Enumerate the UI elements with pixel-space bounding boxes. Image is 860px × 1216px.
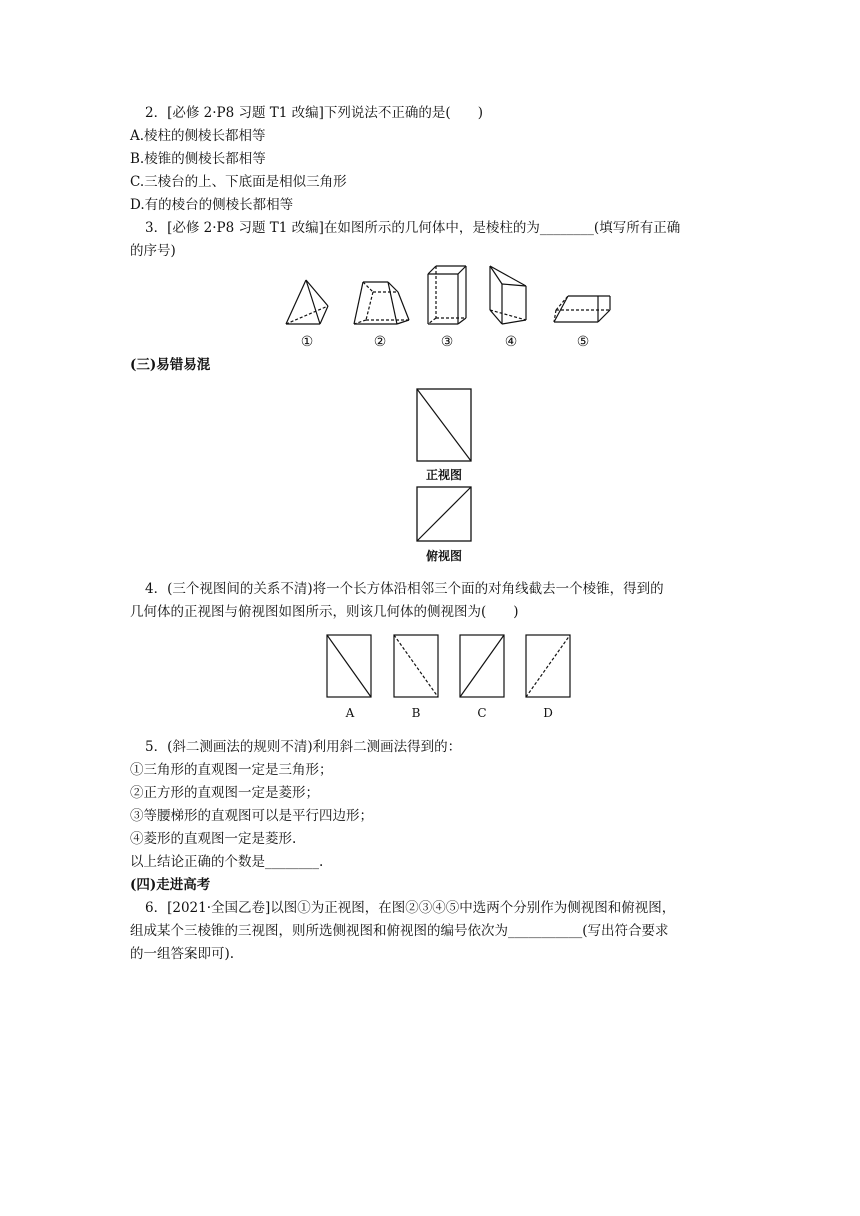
front-view-label: 正视图 (425, 468, 462, 482)
top-view-figure (416, 486, 474, 544)
solid-5-oblique-prism (554, 296, 610, 322)
q3-solids-figure (280, 260, 620, 332)
solid-4-tri-prism (490, 266, 526, 324)
option-c-view (460, 635, 504, 697)
section4-title: (四)走进高考 (130, 877, 211, 893)
solid-label-5: ⑤ (576, 334, 590, 350)
q6-line1: 6．[2021·全国乙卷]以图①为正视图，在图②③④⑤中选两个分别作为侧视图和俯视图， (145, 900, 676, 916)
solid-label-4: ④ (504, 334, 518, 350)
option-c-label: C (477, 706, 487, 720)
q5-item-2: ②正方形的直观图一定是菱形； (130, 785, 319, 801)
q2-option-c: C.三棱台的上、下底面是相似三角形 (130, 174, 347, 190)
q3-stem-line1: 3．[必修 2·P8 习题 T1 改编]在如图所示的几何体中，是棱柱的为________(填写所有正确 (145, 220, 681, 236)
q2-option-b: B.棱锥的侧棱长都相等 (130, 151, 266, 167)
q2-option-a: A.棱柱的侧棱长都相等 (130, 128, 266, 144)
option-a-view (327, 635, 371, 697)
q5-item-1: ①三角形的直观图一定是三角形； (130, 762, 333, 778)
q6-line3: 的一组答案即可). (130, 946, 235, 962)
q2-stem: 2．[必修 2·P8 习题 T1 改编]下列说法不正确的是( ) (145, 105, 483, 121)
q5-item-4: ④菱形的直观图一定是菱形. (130, 831, 297, 847)
solid-1-pyramid (286, 280, 328, 324)
q5-stem: 5．(斜二测画法的规则不清)利用斜二测画法得到的： (145, 739, 462, 755)
q6-line2: 组成某个三棱锥的三视图，则所选侧视图和俯视图的编号依次为___________(写出符合要求 (130, 923, 669, 939)
option-d-label: D (543, 706, 553, 720)
solid-label-2: ② (373, 334, 387, 350)
q4-stem-line1: 4．(三个视图间的关系不清)将一个长方体沿相邻三个面的对角线截去一个棱锥，得到的 (145, 581, 664, 597)
q4-stem-line2: 几何体的正视图与俯视图如图所示，则该几何体的侧视图为( ) (130, 604, 519, 620)
solid-label-1: ① (300, 334, 314, 350)
option-d-view (526, 635, 570, 697)
solid-2-frustum (354, 282, 409, 324)
solid-3-prism (428, 266, 466, 324)
solid-label-3: ③ (440, 334, 454, 350)
top-view-label: 俯视图 (425, 549, 462, 563)
front-view-figure (416, 388, 474, 464)
option-a-label: A (345, 706, 355, 720)
q5-item-3: ③等腰梯形的直观图可以是平行四边形； (130, 808, 373, 824)
q3-stem-line2: 的序号) (130, 243, 176, 259)
option-b-label: B (411, 706, 421, 720)
q5-conclusion: 以上结论正确的个数是________. (130, 854, 324, 870)
q4-options-figure (326, 634, 574, 700)
section3-title: (三)易错易混 (130, 357, 211, 373)
option-b-view (394, 635, 438, 697)
q2-option-d: D.有的棱台的侧棱长都相等 (130, 197, 294, 213)
